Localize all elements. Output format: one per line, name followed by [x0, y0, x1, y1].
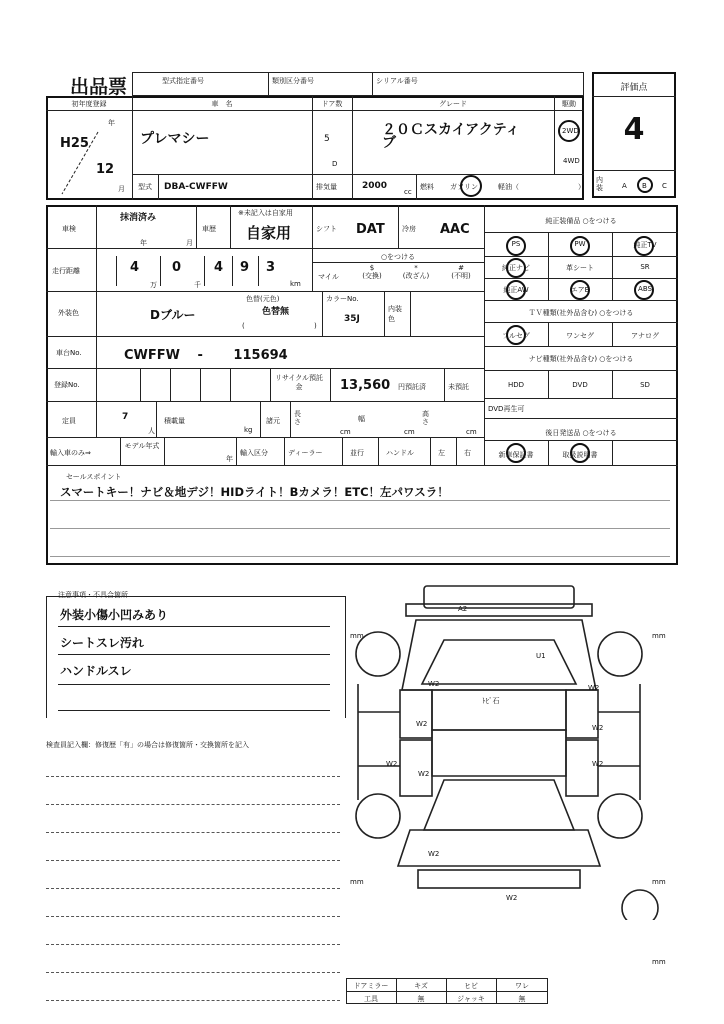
class-no-label: 類別区分番号: [272, 77, 314, 85]
tire-mm: mm: [652, 958, 666, 966]
year-slash: [60, 130, 100, 196]
equip-sr: SR: [640, 263, 650, 271]
tire-mm: mm: [652, 632, 666, 640]
car-name-label: 車 名: [211, 100, 233, 108]
recycle-paid: 円預託済: [398, 383, 426, 391]
mileage-man: 万: [150, 281, 157, 289]
equip-abs-circle: [634, 280, 654, 300]
import-parallel: 並行: [350, 449, 364, 457]
mileage-unknown: # (不明): [451, 264, 471, 280]
model-value: DBA-CWFFW: [164, 182, 228, 192]
first-reg-label: 初年度登録: [71, 100, 107, 108]
recolor-label: 色替(元色): [246, 295, 280, 303]
color-no-label: カラーNo.: [326, 295, 359, 303]
recycle-value: 13,560: [340, 378, 391, 393]
note-item: シートスレ汚れ: [60, 636, 144, 650]
damage-mark-u1: U1: [536, 652, 546, 660]
damage-mark-w2: W2: [588, 684, 600, 692]
doors-label: ドア数: [321, 100, 343, 108]
later-manual-circle: [570, 443, 590, 463]
equip-navi-circle: [506, 258, 526, 278]
equip-aw-circle: [506, 280, 526, 300]
damage-mark-w2: W2: [592, 760, 604, 768]
equip-pw-circle: [570, 236, 590, 256]
fuel-diesel: 軽油（: [498, 183, 519, 191]
model-no-label: 型式指定番号: [162, 77, 204, 85]
shift-label: シフト: [316, 225, 337, 233]
grade-label: グレード: [439, 100, 467, 108]
import-label: 輸入車のみ⇒: [50, 449, 91, 457]
inspection-value: 抹消済み: [120, 213, 157, 223]
doors-d: D: [332, 160, 338, 168]
damage-mark-w2: W2: [416, 720, 428, 728]
mileage-digit: 4: [214, 260, 224, 275]
equip-abs: ABS: [638, 285, 652, 293]
color-no-value: 35J: [344, 314, 360, 324]
dims-width: 幅: [358, 415, 365, 423]
damage-mark-w2: W2: [428, 850, 440, 858]
inspector-label: 検査員記入欄：修復歴「有」の場合は修復箇所・交換箇所を記入: [46, 741, 249, 749]
chassis-label: 車台No.: [56, 349, 82, 357]
interior-b: B: [642, 182, 647, 190]
recycle-unpaid: 未預託: [448, 383, 469, 391]
load-label: 積載量: [164, 417, 185, 425]
interior-color-label: 内装色: [388, 305, 402, 323]
model-year-unit: 年: [226, 455, 233, 463]
cc-unit: cc: [404, 188, 412, 196]
recolor-paren-close: ): [314, 322, 317, 330]
grade-value: ２０Ｃスカイアクティブ: [382, 122, 520, 151]
mileage-mile: マイル: [318, 273, 339, 281]
dims-label: 諸元: [266, 417, 280, 425]
missing-cell: 無: [518, 995, 526, 1003]
ac-value: AAC: [440, 222, 470, 237]
registration-label: 登録No.: [54, 381, 80, 389]
later-items-label: 後日発送品 ○をつける: [545, 429, 617, 437]
missing-cell: ジャッキ: [457, 995, 485, 1003]
recycle-label: リサイクル預託金: [274, 374, 324, 391]
equip-tv-circle: [634, 236, 654, 256]
nav-hdd: HDD: [507, 381, 525, 389]
history-value: 自家用: [246, 224, 292, 242]
damage-mark-w2: W2: [506, 894, 518, 902]
equip-pw: PW: [574, 240, 586, 248]
mileage-circle-label: ○をつける: [380, 253, 416, 261]
first-reg-month: 12: [96, 162, 115, 177]
tv-label: ＴＶ種類(社外品含む) ○をつける: [528, 309, 634, 317]
note-item: 外装小傷小凹みあり: [60, 608, 169, 622]
equip-navi: 純正ナビ: [502, 264, 530, 272]
tv-fullseg: フルセグ: [502, 332, 530, 340]
serial-label: シリアル番号: [376, 77, 418, 85]
nav-dvd: DVD: [572, 381, 588, 389]
score-label: 評価点: [620, 83, 648, 93]
sales-point-label: セールスポイント: [66, 473, 122, 481]
color-label: 外装色: [58, 309, 79, 317]
displacement-value: 2000: [362, 181, 388, 191]
color-value: Dブルー: [150, 308, 196, 322]
mileage-digit: 0: [172, 260, 182, 275]
displacement-label: 排気量: [316, 183, 337, 191]
nav-sd: SD: [640, 381, 650, 389]
capacity-label: 定員: [62, 417, 76, 425]
damage-mark-w2: W2: [592, 724, 604, 732]
model-label: 型式: [138, 183, 152, 191]
chassis-value: CWFFW - 115694: [124, 348, 288, 363]
drive-4wd: 4WD: [563, 157, 580, 165]
dims-length-cm: cm: [340, 428, 351, 436]
equip-leather: 革シート: [566, 264, 594, 272]
equip-aw: 純正AW: [503, 286, 529, 294]
damage-mark-w2: W2: [428, 680, 440, 688]
inspection-month-unit: 月: [186, 239, 193, 247]
equipment-label: 純正装備品 ○をつける: [545, 217, 617, 225]
fuel-gasoline: ガソリン: [450, 183, 478, 191]
import-dealer: ディーラー: [288, 449, 323, 457]
car-name: プレマシー: [140, 131, 210, 147]
mileage-sen: 千: [194, 281, 201, 289]
history-label: 車歴: [202, 225, 216, 233]
mileage-label: 走行距離: [52, 267, 80, 275]
first-reg-year: H25: [60, 136, 89, 151]
notes-label: 注意事項・不具合箇所: [58, 591, 128, 599]
doors-value: 5: [324, 134, 330, 144]
year-unit: 年: [108, 119, 115, 127]
missing-header: ヒビ: [464, 982, 478, 990]
drive-label: 駆動: [562, 100, 576, 108]
missing-header: キズ: [414, 982, 428, 990]
sales-point-text: スマートキー！ナビ＆地デジ！HIDライト！Bカメラ！ETC！左パワスラ！: [60, 485, 449, 499]
import-class-label: 輸入区分: [240, 449, 268, 457]
note-item: ハンドルスレ: [60, 664, 132, 678]
later-manual: 取扱説明書: [562, 451, 598, 459]
interior-b-circle: [637, 177, 653, 193]
drive-2wd-circle: [558, 120, 580, 142]
tv-oneseg: ワンセグ: [566, 332, 594, 340]
history-note: ※未記入は自家用: [238, 209, 293, 217]
tire-mm: mm: [350, 632, 364, 640]
interior-a: A: [622, 182, 627, 190]
fuel-gasoline-circle: [460, 175, 482, 197]
dims-height-cm: cm: [466, 428, 477, 436]
equip-airbag: エアB: [570, 286, 590, 294]
equip-airbag-circle: [570, 280, 590, 300]
missing-cell: 工具: [364, 995, 378, 1003]
handle-right: 右: [464, 449, 471, 457]
dims-height: 高さ: [422, 410, 429, 426]
fuel-label: 燃料: [420, 183, 434, 191]
tire-mm: mm: [652, 878, 666, 886]
equip-ps-circle: [506, 236, 526, 256]
load-unit: kg: [244, 426, 253, 434]
later-warranty: 新車保証書: [498, 451, 534, 459]
missing-header: ワレ: [515, 982, 529, 990]
capacity-unit: 人: [148, 427, 155, 435]
inspection-year-unit: 年: [140, 239, 147, 247]
drive-2wd: 2WD: [562, 127, 579, 135]
dvd-play-label: DVD再生可: [488, 405, 525, 413]
equip-ps: PS: [511, 240, 521, 248]
mileage-swap: $ (交換): [362, 264, 382, 280]
dims-width-cm: cm: [404, 428, 415, 436]
dims-length: 長さ: [294, 410, 301, 426]
handle-left: 左: [438, 449, 445, 457]
mileage-digit: 9: [240, 260, 250, 275]
sheet-title: 出品票: [70, 76, 128, 98]
equip-tv: 純正TV: [633, 241, 657, 249]
handle-label: ハンドル: [386, 449, 414, 457]
interior-label: 内装: [596, 176, 603, 192]
damage-mark-w2: W2: [386, 760, 398, 768]
interior-c: C: [662, 182, 667, 190]
month-unit: 月: [118, 185, 125, 193]
later-warranty-circle: [506, 443, 526, 463]
ac-label: 冷房: [402, 225, 416, 233]
car-diagram: [344, 580, 680, 920]
model-year-label: モデル年式: [124, 442, 160, 450]
mileage-km: km: [290, 280, 301, 288]
missing-header: ドアミラー: [353, 982, 389, 990]
mileage-digit: 3: [266, 260, 276, 275]
tv-fullseg-circle: [506, 325, 526, 345]
score-value: 4: [623, 112, 645, 147]
missing-cell: 無: [417, 995, 425, 1003]
shift-value: DAT: [356, 222, 385, 237]
recolor-paren-open: (: [242, 322, 245, 330]
damage-mark-stone-chip: ﾄﾋﾞ石: [482, 697, 500, 705]
capacity-value: 7: [122, 412, 129, 422]
recolor-value: 色替無: [262, 307, 290, 317]
mileage-digit: 4: [130, 260, 140, 275]
damage-mark-a2: A2: [458, 605, 468, 613]
damage-mark-w2: W2: [418, 770, 430, 778]
inspection-label: 車検: [62, 225, 76, 233]
tire-mm: mm: [350, 878, 364, 886]
mileage-altered: * (改ざん): [402, 264, 430, 280]
nav-label: ナビ種類(社外品含む) ○をつける: [528, 355, 634, 363]
tv-analog: アナログ: [631, 332, 659, 340]
fuel-paren-end: ）: [578, 183, 585, 191]
